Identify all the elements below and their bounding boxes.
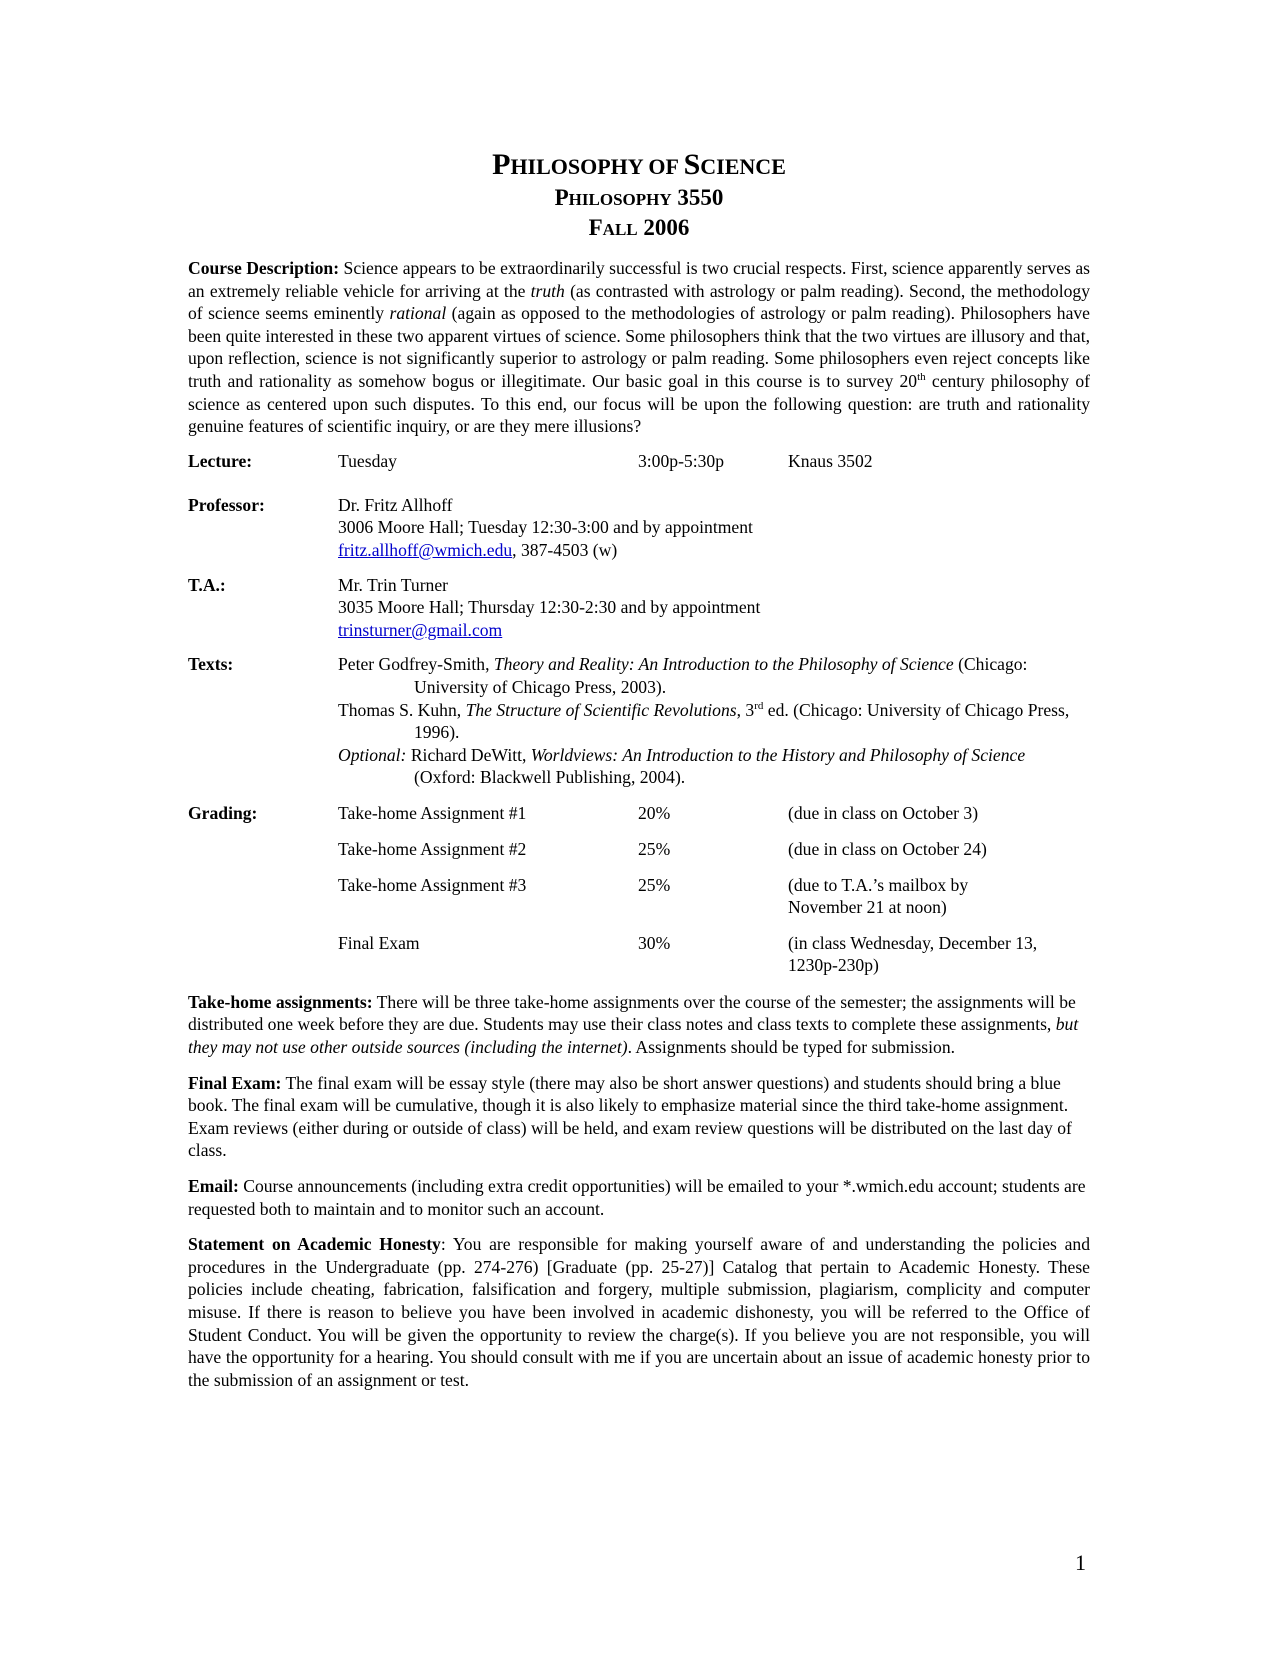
grading-row: Take-home Assignment #3 25% (due to T.A.’s mailbox by November 21 at noon) [338, 874, 969, 918]
email-label: Email: [188, 1176, 239, 1197]
course-term: FALL 2006 [588, 215, 690, 240]
academic-honesty-section: Statement on Academic Honesty: You are responsible for making yourself aware of and understanding the policies and procedures in the Undergraduate (pp. 274-276) [Graduate (pp. 25-27)] Catalog that pertain to Academic Honesty. These policies include cheating, fabrication, falsification and forgery, multiple submission, plagiarism, complicity and computer misuse. If there is reason to believe you have been involved in academic dishonesty, you will be referred to the Office of Student Conduct. You will be given the opportunity to review the charge(s). If you believe you are not responsible, you will have the opportunity for a hearing. You should consult with me if you are uncertain about an issue of academic honesty prior to the submission of an assignment or test. [188, 1234, 1090, 1390]
course-number: PHILOSOPHY 3550 [554, 185, 724, 210]
ta-name: Mr. Trin Turner [338, 574, 449, 595]
professor-block [188, 494, 1090, 562]
grading-label: Grading: [188, 802, 258, 823]
ta-block [188, 574, 1090, 642]
page-number: 1 [1075, 1550, 1086, 1575]
ta-label: T.A.: [188, 574, 226, 595]
takehome-section: Take-home assignments: There will be three take-home assignments over the course of the semester; the assignments will be distributed one week before they are due. Students may use their class notes and class texts to complete these assignments, but they may not use other outside sources (including the internet). Assignments should be typed for submission. [188, 991, 1079, 1058]
grading-row: Take-home Assignment #1 20% (due in class on October 3) [338, 802, 979, 823]
grading-row: Take-home Assignment #2 25% (due in class on October 24) [338, 838, 987, 859]
email-section: Email: Course announcements (including extra credit opportunities) will be emailed to your *.wmich.edu account; students are requested both to maintain and to monitor such an account. [188, 1176, 1086, 1219]
texts-label: Texts: [188, 654, 234, 675]
ta-office: 3035 Moore Hall; Thursday 12:30-2:30 and by appointment [338, 597, 761, 618]
professor-phone: , 387-4503 (w) [512, 539, 618, 560]
lecture-room: Knaus 3502 [788, 450, 873, 471]
lecture-day: Tuesday [338, 450, 397, 471]
lecture-label: Lecture: [188, 450, 253, 471]
academic-honesty-label: Statement on Academic Honesty [188, 1234, 441, 1255]
lecture-time: 3:00p-5:30p [638, 450, 725, 471]
professor-name: Dr. Fritz Allhoff [338, 494, 453, 515]
course-description-label: Course Description: [188, 258, 340, 278]
text-item-3: Optional: Richard DeWitt, Worldviews: An Introduction to the History and Philosophy of Science (Oxford: Blackwell Publishing, 2004). [338, 744, 1026, 788]
final-exam-section: Final Exam: The final exam will be essay style (there may also be short answer questions) and students should bring a blue book. The final exam will be cumulative, though it is also likely to emphasize material since the third take-home assignment. Exam reviews (either during or outside of class) will be held, and exam review questions will be distributed on the last day of class. [188, 1072, 1072, 1161]
professor-label: Professor: [188, 494, 265, 515]
ta-email-link[interactable]: trinsturner@gmail.com [338, 619, 503, 640]
lecture-row [188, 450, 1090, 473]
grading-block [188, 802, 1090, 978]
grading-row: Final Exam 30% (in class Wednesday, December 13, 1230p-230p) [338, 932, 1038, 976]
texts-block [188, 653, 1090, 789]
text-item-1: Peter Godfrey-Smith, Theory and Reality: An Introduction to the Philosophy of Science (Chicago: University of Chicago Press, 2003). [338, 654, 1028, 697]
syllabus-page [188, 150, 1090, 1391]
takehome-label: Take-home assignments: [188, 991, 373, 1012]
text-item-2: Thomas S. Kuhn, The Structure of Scientific Revolutions, 3rd ed. (Chicago: University of Chicago Press, 1996). [338, 699, 1070, 743]
professor-email-link[interactable]: fritz.allhoff@wmich.edu [338, 539, 513, 560]
final-exam-label: Final Exam: [188, 1072, 282, 1093]
course-title: PHILOSOPHY OF SCIENCE [492, 148, 786, 181]
professor-office: 3006 Moore Hall; Tuesday 12:30-3:00 and by appointment [338, 517, 753, 538]
course-description: Course Description: Science appears to be extraordinarily successful is two crucial respects. First, science apparently serves as an extremely reliable vehicle for arriving at the truth (as contrasted with astrology or palm reading). Second, the methodology of science seems eminently rational (again as opposed to the methodologies of astrology or palm reading). Philosophers have been quite interested in these two apparent virtues of science. Some philosophers think that the two virtues are illusory and that, upon reflection, science is not significantly superior to astrology or palm reading. Some philosophers even reject concepts like truth and rationality as somehow bogus or illegitimate. Our basic goal in this course is to survey 20th century philosophy of science as centered upon such disputes. To this end, our focus will be upon the following question: are truth and rationality genuine features of scientific inquiry, or are they mere illusions? [188, 258, 1090, 437]
